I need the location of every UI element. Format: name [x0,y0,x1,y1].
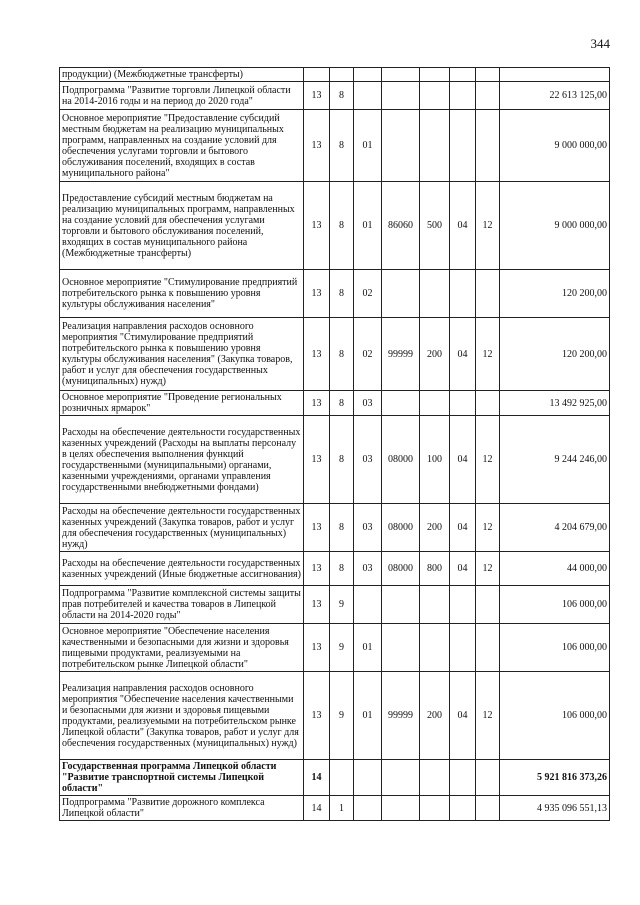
code-c: 03 [354,552,382,586]
code-a: 13 [304,416,330,504]
code-d: 99999 [382,672,420,760]
code-f [450,586,476,624]
code-g [476,82,500,110]
code-c: 02 [354,318,382,391]
code-f: 04 [450,416,476,504]
code-f [450,82,476,110]
table-row [60,110,610,182]
table-row [60,586,610,624]
code-g [476,760,500,796]
row-name: Основное мероприятие "Предоставление субсидий местным бюджетам на реализацию муниципальных программ, направленных на создание условий для обеспечения услугами торговли и бытового обслуживания поселений, входящих в состав муниципального района" [60,110,304,182]
table-row [60,624,610,672]
table-row [60,796,610,821]
code-f [450,110,476,182]
code-d: 08000 [382,504,420,552]
row-amount: 9 000 000,00 [500,182,610,270]
code-b: 8 [330,182,354,270]
table-row [60,504,610,552]
table-row [60,68,610,82]
row-name: Расходы на обеспечение деятельности государственных казенных учреждений (Иные бюджетные ассигнования) [60,552,304,586]
code-a: 14 [304,796,330,821]
code-d [382,796,420,821]
row-amount: 44 000,00 [500,552,610,586]
table-row [60,760,610,796]
code-b: 9 [330,624,354,672]
code-d: 86060 [382,182,420,270]
code-e: 200 [420,672,450,760]
table-row [60,391,610,416]
code-a: 13 [304,270,330,318]
code-c: 03 [354,504,382,552]
code-e [420,82,450,110]
code-a: 13 [304,182,330,270]
code-b: 9 [330,672,354,760]
code-e [420,68,450,82]
code-f [450,68,476,82]
code-d [382,110,420,182]
code-b: 9 [330,586,354,624]
code-f: 04 [450,182,476,270]
code-c: 01 [354,110,382,182]
code-c [354,586,382,624]
code-f [450,624,476,672]
code-d [382,586,420,624]
code-f: 04 [450,504,476,552]
code-d [382,391,420,416]
code-g [476,270,500,318]
row-name: Государственная программа Липецкой области "Развитие транспортной системы Липецкой области" [60,760,304,796]
code-d [382,624,420,672]
code-f [450,760,476,796]
code-e [420,270,450,318]
code-a: 14 [304,760,330,796]
code-b: 8 [330,110,354,182]
row-amount: 9 000 000,00 [500,110,610,182]
row-name: Реализация направления расходов основного мероприятия "Стимулирование предприятий потребительского рынка к повышению уровня культуры обслуживания населения" (Закупка товаров, работ и услуг для обеспечения государственных (муниципальных) нужд) [60,318,304,391]
code-b: 8 [330,552,354,586]
table-row [60,416,610,504]
code-b: 8 [330,416,354,504]
code-a: 13 [304,552,330,586]
code-g: 12 [476,504,500,552]
code-d: 08000 [382,416,420,504]
row-name: Основное мероприятие "Проведение региональных розничных ярмарок" [60,391,304,416]
code-a: 13 [304,504,330,552]
row-amount: 5 921 816 373,26 [500,760,610,796]
code-d [382,270,420,318]
code-c: 01 [354,672,382,760]
code-a: 13 [304,586,330,624]
code-a: 13 [304,672,330,760]
code-g: 12 [476,552,500,586]
table-row [60,82,610,110]
row-amount: 13 492 925,00 [500,391,610,416]
code-d [382,68,420,82]
code-e [420,110,450,182]
table-row [60,552,610,586]
row-amount: 9 244 246,00 [500,416,610,504]
row-name: Предоставление субсидий местным бюджетам на реализацию муниципальных программ, направленных на создание условий для обеспечения услугами торговли и бытового обслуживания поселений, входящих в состав муниципального района (Межбюджетные трансферты) [60,182,304,270]
code-c [354,760,382,796]
table-row [60,318,610,391]
code-f: 04 [450,318,476,391]
budget-table [59,67,610,821]
code-e [420,391,450,416]
code-g [476,624,500,672]
code-b: 1 [330,796,354,821]
page-number: 344 [590,36,610,51]
code-b: 8 [330,391,354,416]
code-b: 8 [330,504,354,552]
code-e: 500 [420,182,450,270]
code-b: 8 [330,270,354,318]
code-d [382,82,420,110]
code-e [420,624,450,672]
code-g: 12 [476,318,500,391]
code-g [476,586,500,624]
code-a: 13 [304,624,330,672]
row-amount: 106 000,00 [500,624,610,672]
row-name: Основное мероприятие "Стимулирование предприятий потребительского рынка к повышению уровня культуры обслуживания населения" [60,270,304,318]
code-a: 13 [304,110,330,182]
code-c: 01 [354,624,382,672]
code-f: 04 [450,672,476,760]
row-amount: 22 613 125,00 [500,82,610,110]
code-a: 13 [304,391,330,416]
code-b: 8 [330,82,354,110]
code-d [382,760,420,796]
row-amount: 4 204 679,00 [500,504,610,552]
row-name: продукции) (Межбюджетные трансферты) [60,68,304,82]
code-e [420,796,450,821]
row-name: Подпрограмма "Развитие торговли Липецкой области на 2014-2016 годы и на период до 2020 года" [60,82,304,110]
code-b [330,760,354,796]
code-a: 13 [304,318,330,391]
table-row [60,270,610,318]
code-a: 13 [304,82,330,110]
row-amount: 120 200,00 [500,318,610,391]
table-row [60,672,610,760]
code-g: 12 [476,672,500,760]
row-name: Реализация направления расходов основного мероприятия "Обеспечение населения качественными и безопасными для жизни и здоровья пищевыми продуктами, реализуемыми на потребительском рынке Липецкой области" (Закупка товаров, работ и услуг для обеспечения государственных (муниципальных) нужд) [60,672,304,760]
code-e: 800 [420,552,450,586]
row-amount: 4 935 096 551,13 [500,796,610,821]
code-b: 8 [330,318,354,391]
row-name: Подпрограмма "Развитие дорожного комплекса Липецкой области" [60,796,304,821]
table-row [60,182,610,270]
code-e: 200 [420,504,450,552]
code-c: 03 [354,391,382,416]
row-amount [500,68,610,82]
row-name: Расходы на обеспечение деятельности государственных казенных учреждений (Закупка товаров, работ и услуг для обеспечения государственных (муниципальных) нужд) [60,504,304,552]
code-f [450,391,476,416]
code-c: 02 [354,270,382,318]
code-f: 04 [450,552,476,586]
code-a [304,68,330,82]
code-g [476,110,500,182]
code-b [330,68,354,82]
row-name: Расходы на обеспечение деятельности государственных казенных учреждений (Расходы на выплаты персоналу в целях обеспечения выполнения функций государственными (муниципальными) органами, казенными учреждениями, органами управления государственными внебюджетными фондами) [60,416,304,504]
code-c: 03 [354,416,382,504]
code-e [420,760,450,796]
code-g [476,68,500,82]
code-g: 12 [476,182,500,270]
code-c: 01 [354,182,382,270]
code-c [354,82,382,110]
code-g [476,796,500,821]
code-d: 99999 [382,318,420,391]
row-amount: 106 000,00 [500,672,610,760]
code-d: 08000 [382,552,420,586]
code-e [420,586,450,624]
row-amount: 120 200,00 [500,270,610,318]
row-amount: 106 000,00 [500,586,610,624]
code-e: 100 [420,416,450,504]
code-g [476,391,500,416]
code-f [450,796,476,821]
row-name: Подпрограмма "Развитие комплексной системы защиты прав потребителей и качества товаров в Липецкой области на 2014-2020 годы" [60,586,304,624]
code-f [450,270,476,318]
code-c [354,796,382,821]
row-name: Основное мероприятие "Обеспечение населения качественными и безопасными для жизни и здоровья пищевыми продуктами, реализуемыми на потребительском рынке Липецкой области" [60,624,304,672]
code-g: 12 [476,416,500,504]
code-e: 200 [420,318,450,391]
code-c [354,68,382,82]
